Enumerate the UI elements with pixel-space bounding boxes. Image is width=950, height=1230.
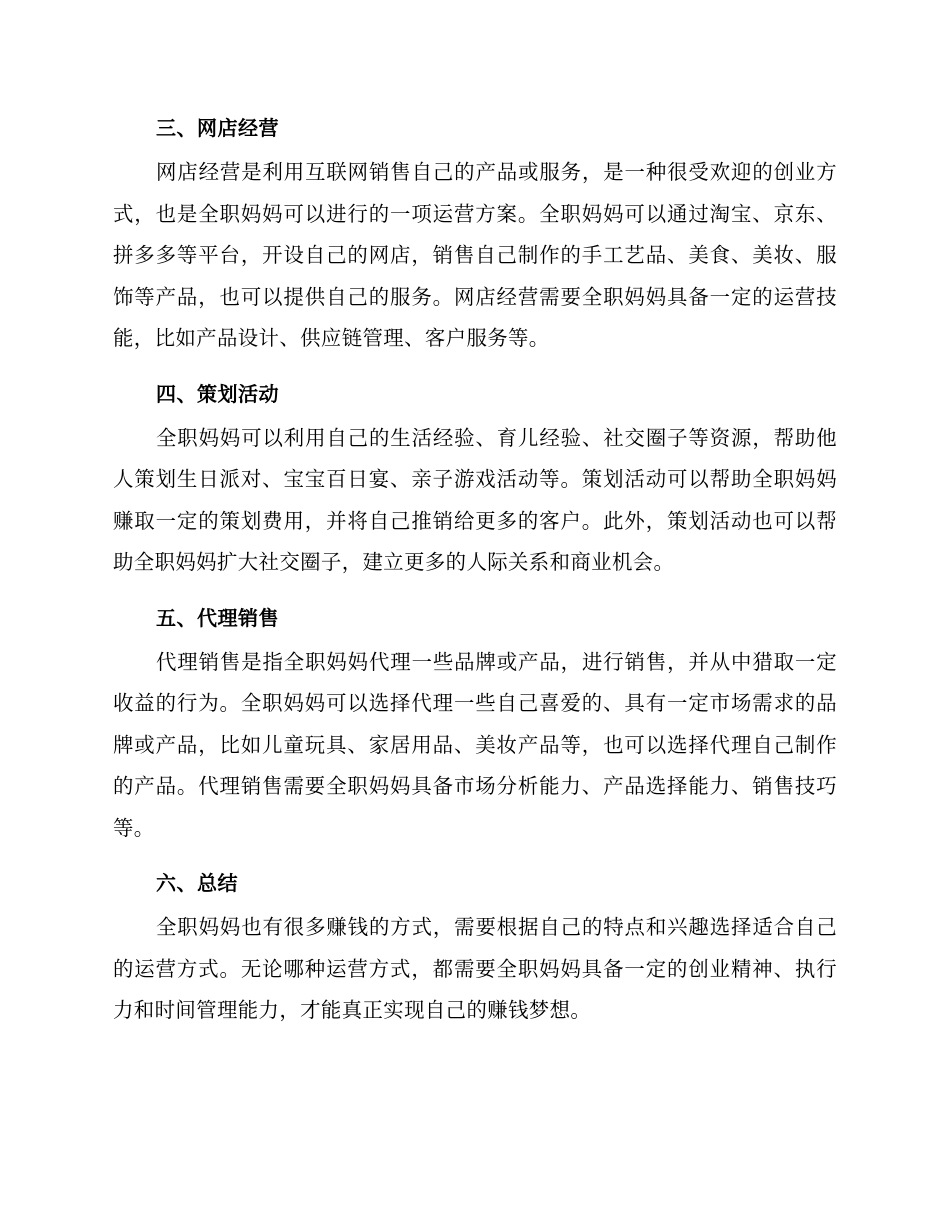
- document-body: [113, 108, 837, 1046]
- section-online-store: [113, 108, 837, 360]
- section-paragraph: 代理销售是指全职妈妈代理一些品牌或产品，进行销售，并从中猎取一定收益的行为。全职妈妈可以选择代理一些自己喜爱的、具有一定市场需求的品牌或产品，比如儿童玩具、家居用品、美妆产品等，也可以选择代理自己制作的产品。代理销售需要全职妈妈具备市场分析能力、产品选择能力、销售技巧等。: [113, 649, 837, 840]
- section-heading: 五、代理销售: [156, 605, 279, 630]
- section-heading: 三、网店经营: [156, 116, 279, 140]
- section-paragraph: 全职妈妈可以利用自己的生活经验、育儿经验、社交圈子等资源，帮助他人策划生日派对、宝宝百日宴、亲子游戏活动等。策划活动可以帮助全职妈妈赚取一定的策划费用，并将自己推销给更多的客户。此外，策划活动也可以帮助全职妈妈扩大社交圈子，建立更多的人际关系和商业机会。: [113, 425, 837, 574]
- section-heading: 六、总结: [156, 871, 238, 895]
- section-agency-sales: [113, 598, 837, 850]
- section-paragraph: 全职妈妈也有很多赚钱的方式，需要根据自己的特点和兴趣选择适合自己的运营方式。无论哪种运营方式，都需要全职妈妈具备一定的创业精神、执行力和时间管理能力，才能真正实现自己的赚钱梦想。: [113, 915, 837, 1022]
- section-paragraph: 网店经营是利用互联网销售自己的产品或服务，是一种很受欢迎的创业方式，也是全职妈妈可以进行的一项运营方案。全职妈妈可以通过淘宝、京东、拼多多等平台，开设自己的网店，销售自己制作的手工艺品、美食、美妆、服饰等产品，也可以提供自己的服务。网店经营需要全职妈妈具备一定的运营技能，比如产品设计、供应链管理、客户服务等。: [113, 160, 837, 350]
- section-event-planning: [113, 374, 837, 584]
- section-summary: [113, 863, 837, 1032]
- section-heading: 四、策划活动: [156, 381, 279, 406]
